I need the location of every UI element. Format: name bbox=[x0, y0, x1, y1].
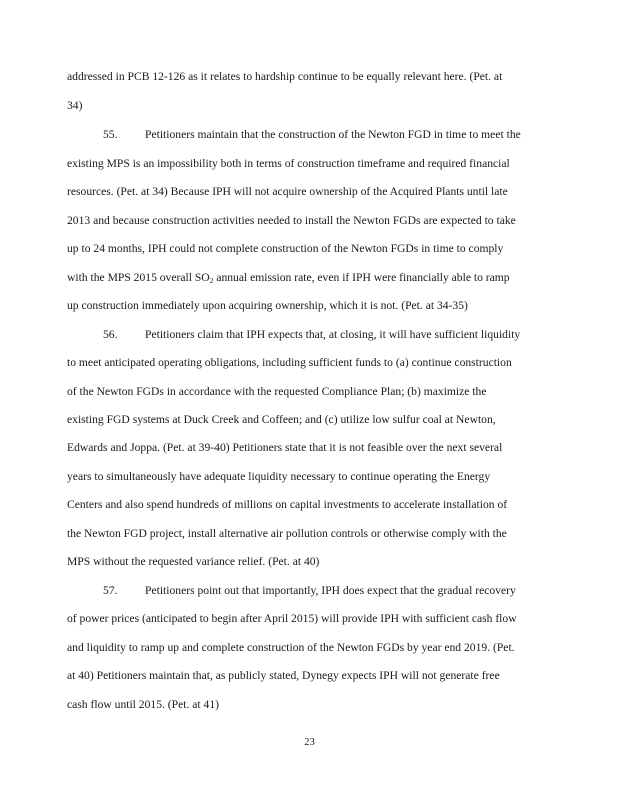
text-line: up to 24 months, IPH could not complete construction of the Newton FGDs in time to comply bbox=[67, 242, 504, 255]
text-segment: annual emission rate, even if IPH were financially able to ramp bbox=[213, 271, 510, 284]
paragraph-57-first-line bbox=[103, 584, 547, 598]
text-line: and liquidity to ramp up and complete construction of the Newton FGDs by year end 2019. (Pet. bbox=[67, 641, 515, 654]
text-line: Centers and also spend hundreds of millions on capital investments to accelerate installation of bbox=[67, 498, 508, 511]
page-number: 23 bbox=[304, 737, 315, 748]
text-line: Edwards and Joppa. (Pet. at 39-40) Petitioners state that it is not feasible over the next several bbox=[67, 441, 503, 454]
text-line: existing FGD systems at Duck Creek and Coffeen; and (c) utilize low sulfur coal at Newton, bbox=[67, 413, 496, 426]
paragraph-text: Petitioners claim that IPH expects that, at closing, it will have sufficient liquidity bbox=[145, 328, 521, 341]
text-line: of power prices (anticipated to begin after April 2015) will provide IPH with sufficient cash flow bbox=[67, 612, 517, 625]
text-line: at 40) Petitioners maintain that, as publicly stated, Dynegy expects IPH will not generate free bbox=[67, 669, 500, 682]
paragraph-number: 57. bbox=[103, 584, 118, 597]
text-line: to meet anticipated operating obligations, including sufficient funds to (a) continue construction bbox=[67, 356, 512, 369]
text-line: up construction immediately upon acquiring ownership, which it is not. (Pet. at 34-35) bbox=[67, 299, 468, 312]
paragraph-number: 56. bbox=[103, 328, 118, 341]
text-line: MPS without the requested variance relief. (Pet. at 40) bbox=[67, 555, 320, 568]
text-segment: with the MPS 2015 overall SO bbox=[67, 271, 210, 284]
text-line: years to simultaneously have adequate liquidity necessary to continue operating the Energy bbox=[67, 470, 491, 483]
text-line: cash flow until 2015. (Pet. at 41) bbox=[67, 698, 219, 711]
text-line: of the Newton FGDs in accordance with the requested Compliance Plan; (b) maximize the bbox=[67, 385, 487, 398]
text-line: 34) bbox=[67, 99, 83, 112]
text-line: existing MPS is an impossibility both in terms of construction timeframe and required financial bbox=[67, 157, 510, 170]
paragraph-text: Petitioners maintain that the construction of the Newton FGD in time to meet the bbox=[145, 128, 521, 141]
text-line: resources. (Pet. at 34) Because IPH will not acquire ownership of the Acquired Plants until late bbox=[67, 185, 508, 198]
paragraph-56-first-line bbox=[103, 328, 547, 342]
subscript: 2 bbox=[209, 276, 214, 285]
paragraph-number: 55. bbox=[103, 128, 118, 141]
text-line: 2013 and because construction activities needed to install the Newton FGDs are expected to take bbox=[67, 214, 516, 227]
text-line: the Newton FGD project, install alternative air pollution controls or otherwise comply with the bbox=[67, 527, 507, 540]
paragraph-text: Petitioners point out that importantly, IPH does expect that the gradual recovery bbox=[145, 584, 516, 597]
paragraph-55-first-line bbox=[103, 128, 547, 142]
text-line-so2 bbox=[67, 271, 547, 286]
text-line: addressed in PCB 12-126 as it relates to hardship continue to be equally relevant here. (Pet. at bbox=[67, 70, 503, 83]
